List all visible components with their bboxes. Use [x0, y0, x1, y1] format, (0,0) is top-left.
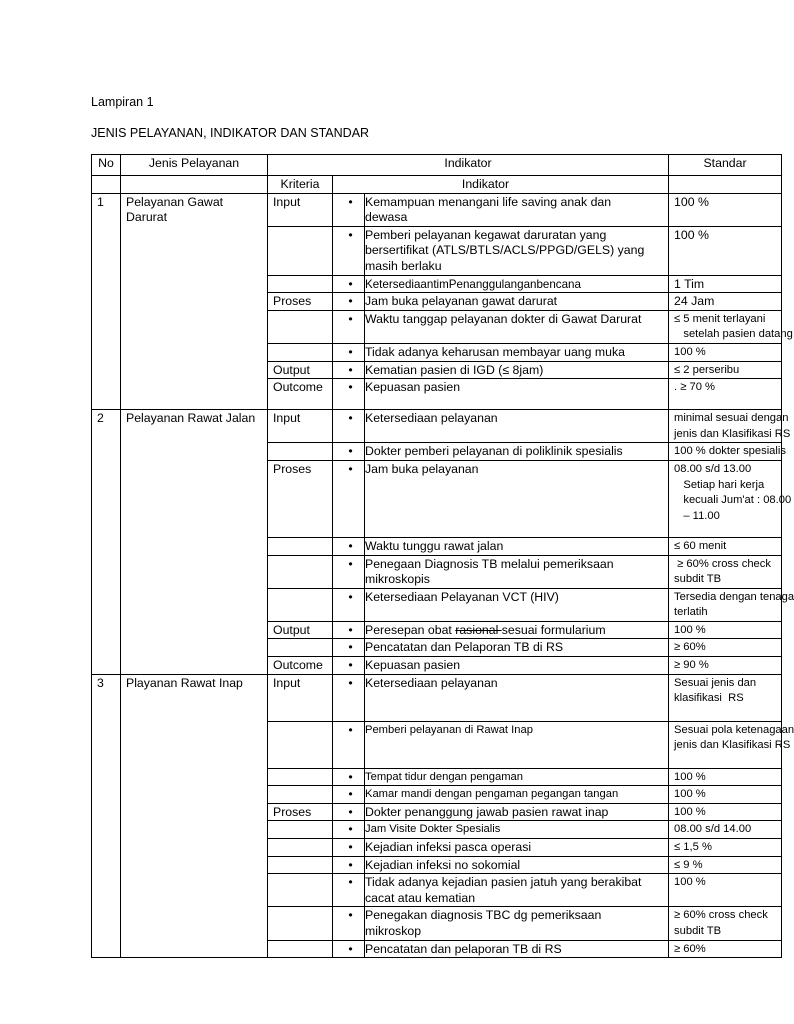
indicator-cell: Tidak adanya keharusan membayar uang muka [365, 343, 669, 361]
table-header-row [92, 155, 782, 176]
criteria-cell [268, 768, 333, 786]
bullet: • [333, 443, 365, 461]
bullet: • [333, 193, 365, 226]
subheader-empty [669, 176, 782, 194]
standard-line: Setiap hari kerja [674, 478, 765, 491]
lampiran-label: Lampiran 1 [91, 95, 154, 109]
standard-line: 100 % [674, 194, 709, 209]
standard-line: 24 Jam [674, 294, 715, 309]
standard-line: 100 % [674, 345, 706, 358]
subheader-kriteria: Kriteria [268, 176, 333, 194]
standard-line: 08.00 s/d 13.00 [674, 462, 752, 475]
bullet: • [333, 786, 365, 804]
standard-line: ≥ 60% [674, 942, 706, 955]
criteria-cell: Output [268, 361, 333, 379]
indicator-cell: Waktu tunggu rawat jalan [365, 537, 669, 555]
indicator-text-struck: rasional [455, 622, 502, 637]
standard-line: 100 % [674, 805, 706, 818]
criteria-cell [268, 537, 333, 555]
standard-cell [669, 786, 782, 804]
standard-cell [669, 768, 782, 786]
indicator-cell: Penegakan diagnosis TBC dg pemeriksaan mikroskop [365, 907, 669, 940]
indicator-cell: KetersediaantimPenanggulanganbencana [365, 275, 669, 293]
standard-line: ≤ 60 menit [674, 539, 727, 552]
bullet: • [333, 460, 365, 537]
standard-cell [669, 839, 782, 857]
standard-cell [669, 537, 782, 555]
bullet: • [333, 803, 365, 821]
bullet: • [333, 621, 365, 639]
standard-line: 100 % dokter spesialis [674, 445, 786, 458]
standard-line: klasifikasi RS [674, 692, 744, 705]
indicator-cell [365, 621, 669, 639]
bullet: • [333, 410, 365, 443]
standard-cell [669, 803, 782, 821]
bullet: • [333, 343, 365, 361]
service-name: Pelayanan Gawat Darurat [121, 193, 268, 410]
standard-cell [669, 856, 782, 874]
header-indikator: Indikator [268, 155, 669, 176]
standard-line: ≤ 5 menit terlayani [674, 312, 766, 325]
bullet: • [333, 768, 365, 786]
bullet: • [333, 940, 365, 958]
bullet: • [333, 721, 365, 768]
standard-line: 100 % [674, 788, 706, 801]
standard-line: ≥ 60% [674, 641, 706, 654]
standard-cell [669, 379, 782, 410]
criteria-cell [268, 821, 333, 839]
indicator-cell: Jam Visite Dokter Spesialis [365, 821, 669, 839]
standard-line: terlatih [674, 606, 708, 619]
table-row [92, 674, 782, 721]
bullet: • [333, 839, 365, 857]
standard-cell [669, 226, 782, 275]
criteria-cell [268, 856, 333, 874]
table-row [92, 410, 782, 443]
bullet: • [333, 555, 365, 588]
criteria-cell [268, 275, 333, 293]
criteria-cell [268, 310, 333, 343]
standard-cell [669, 443, 786, 461]
standard-line: ≤ 2 perseribu [674, 363, 740, 376]
indicator-cell: Pencatatan dan Pelaporan TB di RS [365, 639, 669, 657]
indicator-cell: Tempat tidur dengan pengaman [365, 768, 669, 786]
criteria-cell [268, 839, 333, 857]
bullet: • [333, 821, 365, 839]
standard-cell [669, 361, 782, 379]
standard-cell [669, 621, 782, 639]
table-subheader-row [92, 176, 782, 194]
indicator-text: Peresepan obat [365, 622, 456, 637]
standard-line: ≥ 90 % [674, 659, 709, 672]
service-name: Playanan Rawat Inap [121, 674, 268, 958]
standard-line: kecuali Jum'at : 08.00 [674, 494, 792, 507]
indicator-cell: Pencatatan dan pelaporan TB di RS [365, 940, 669, 958]
standard-cell [669, 555, 782, 588]
bullet: • [333, 907, 365, 940]
indicator-cell: Jam buka pelayanan [365, 460, 669, 537]
standard-cell [669, 460, 792, 537]
criteria-cell [268, 874, 333, 907]
indicator-cell: Waktu tanggap pelayanan dokter di Gawat Darurat [365, 310, 669, 343]
standard-cell [669, 293, 782, 311]
standard-cell [669, 310, 793, 343]
criteria-cell [268, 940, 333, 958]
standard-line: ≥ 60% cross check [674, 909, 768, 922]
criteria-cell: Input [268, 674, 333, 721]
standard-line: 100 % [674, 770, 706, 783]
bullet: • [333, 537, 365, 555]
bullet: • [333, 657, 365, 675]
indicator-cell: Kematian pasien di IGD (≤ 8jam) [365, 361, 669, 379]
row-number: 2 [92, 410, 121, 675]
standard-line: 1 Tim [674, 276, 705, 291]
indicator-cell: Dokter pemberi pelayanan di poliklinik spesialis [365, 443, 669, 461]
criteria-cell [268, 907, 333, 940]
indicator-cell: Ketersediaan pelayanan [365, 674, 669, 721]
standard-line: 100 % [674, 876, 706, 889]
indicator-cell: Pemberi pelayanan di Rawat Inap [365, 721, 669, 768]
criteria-cell: Outcome [268, 379, 333, 410]
indicator-cell: Pemberi pelayanan kegawat daruratan yang bersertifikat (ATLS/BTLS/ACLS/PPGD/GELS) yang masih berlaku [365, 226, 669, 275]
indicator-cell: Kamar mandi dengan pengaman pegangan tangan [365, 786, 669, 804]
criteria-cell: Outcome [268, 657, 333, 675]
indicator-cell: Tidak adanya kejadian pasien jatuh yang berakibat cacat atau kematian [365, 874, 669, 907]
standard-cell [669, 657, 782, 675]
bullet: • [333, 361, 365, 379]
standard-cell [669, 275, 782, 293]
indicator-cell: Ketersediaan pelayanan [365, 410, 669, 443]
standard-cell [669, 193, 782, 226]
indicator-text: sesuai formularium [501, 622, 606, 637]
standard-cell [669, 410, 791, 443]
standard-line: Sesuai pola ketenagaan [674, 723, 794, 736]
criteria-cell [268, 588, 333, 621]
standard-cell [669, 874, 782, 907]
criteria-cell [268, 443, 333, 461]
criteria-cell [268, 555, 333, 588]
subheader-indikator: Indikator [333, 176, 669, 194]
standard-cell [669, 907, 782, 940]
standard-line: 100 % [674, 227, 709, 242]
standard-line: . ≥ 70 % [674, 381, 715, 394]
bullet: • [333, 639, 365, 657]
bullet: • [333, 293, 365, 311]
standard-cell [669, 343, 782, 361]
indicator-cell: Kejadian infeksi no sokomial [365, 856, 669, 874]
indicator-cell: Jam buka pelayanan gawat darurat [365, 293, 669, 311]
row-number: 3 [92, 674, 121, 958]
table-row [92, 193, 782, 226]
bullet: • [333, 588, 365, 621]
standard-cell [669, 940, 782, 958]
criteria-cell: Proses [268, 293, 333, 311]
indicator-table-container [91, 154, 794, 958]
bullet: • [333, 379, 365, 410]
header-no: No [92, 155, 121, 176]
standard-cell [669, 639, 782, 657]
bullet: • [333, 674, 365, 721]
standard-line: Sesuai jenis dan [674, 676, 757, 689]
indicator-table [91, 154, 794, 958]
criteria-cell: Input [268, 193, 333, 226]
standard-line: – 11.00 [674, 509, 720, 522]
criteria-cell [268, 721, 333, 768]
criteria-cell [268, 786, 333, 804]
indicator-cell: Penegaan Diagnosis TB melalui pemeriksaan mikroskopis [365, 555, 669, 588]
header-standar: Standar [669, 155, 782, 176]
indicator-cell: Kejadian infeksi pasca operasi [365, 839, 669, 857]
standard-line: Tersedia dengan tenaga [674, 590, 794, 603]
standard-line: ≤ 9 % [674, 858, 703, 871]
subheader-empty [121, 176, 268, 194]
document-title: JENIS PELAYANAN, INDIKATOR DAN STANDAR [91, 126, 370, 140]
service-name: Pelayanan Rawat Jalan [121, 410, 268, 675]
bullet: • [333, 275, 365, 293]
subheader-empty [92, 176, 121, 194]
standard-cell [669, 821, 782, 839]
header-jenis-pelayanan: Jenis Pelayanan [121, 155, 268, 176]
indicator-cell: Dokter penanggung jawab pasien rawat inap [365, 803, 669, 821]
standard-line: ≤ 1,5 % [674, 841, 712, 854]
criteria-cell [268, 343, 333, 361]
row-number: 1 [92, 193, 121, 410]
indicator-cell: Ketersediaan Pelayanan VCT (HIV) [365, 588, 669, 621]
criteria-cell: Input [268, 410, 333, 443]
indicator-cell: Kepuasan pasien [365, 657, 669, 675]
standard-line: jenis dan Klasifikasi RS [674, 739, 791, 752]
criteria-cell [268, 226, 333, 275]
bullet: • [333, 226, 365, 275]
standard-line: subdit TB [674, 925, 722, 937]
standard-line: subdit TB [674, 573, 722, 586]
standard-cell [669, 721, 794, 768]
standard-line: 08.00 s/d 14.00 [674, 823, 752, 836]
bullet: • [333, 874, 365, 907]
bullet: • [333, 856, 365, 874]
bullet: • [333, 310, 365, 343]
standard-cell [669, 674, 782, 721]
standard-line: setelah pasien datang [674, 328, 793, 341]
standard-line: jenis dan Klasifikasi RS [674, 427, 791, 440]
standard-line: ≥ 60% cross check [674, 557, 771, 570]
criteria-cell [268, 639, 333, 657]
criteria-cell: Proses [268, 460, 333, 537]
indicator-cell: Kemampuan menangani life saving anak dan dewasa [365, 193, 669, 226]
criteria-cell: Output [268, 621, 333, 639]
criteria-cell: Proses [268, 803, 333, 821]
standard-line: minimal sesuai dengan [674, 412, 789, 425]
standard-cell [669, 588, 794, 621]
standard-line: 100 % [674, 623, 706, 636]
indicator-cell: Kepuasan pasien [365, 379, 669, 410]
